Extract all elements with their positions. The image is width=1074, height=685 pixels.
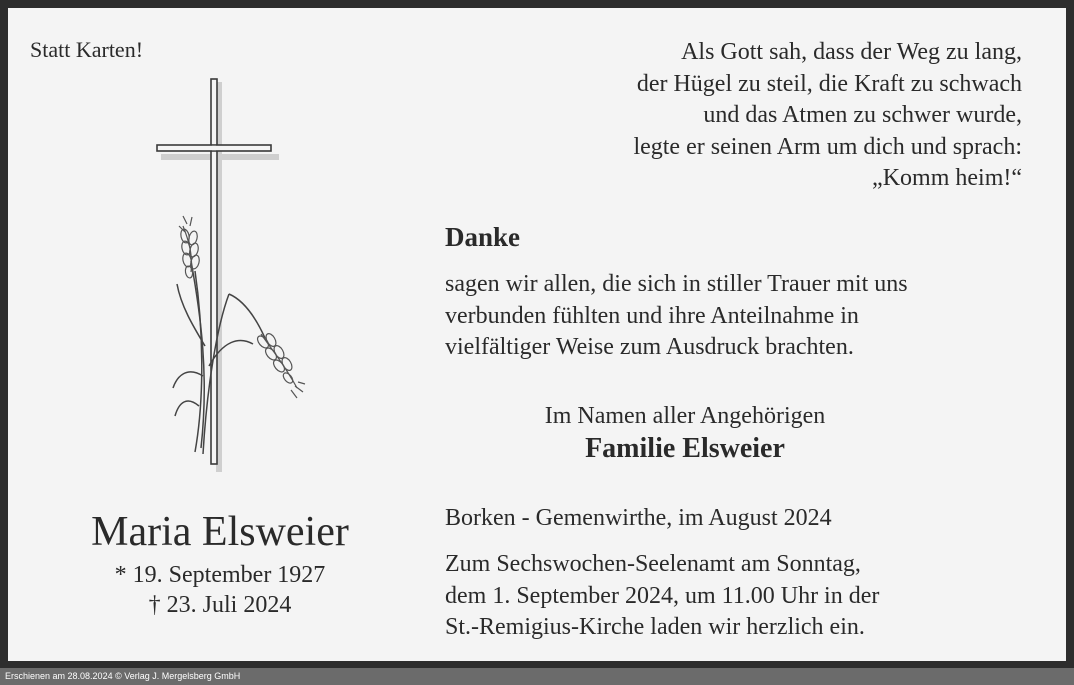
- poem-line: und das Atmen zu schwer wurde,: [703, 102, 1022, 128]
- service-line: dem 1. September 2024, um 11.00 Uhr in der: [445, 582, 880, 609]
- service-announcement: [445, 549, 879, 644]
- obituary-card: [8, 8, 1066, 661]
- poem-line: der Hügel zu steil, die Kraft zu schwach: [636, 70, 1022, 97]
- thanks-line: vielfältiger Weise zum Ausdruck brachten.: [445, 334, 854, 360]
- on-behalf-line: Im Namen aller Angehörigen: [544, 403, 826, 429]
- family-name: Familie Elsweier: [585, 433, 785, 464]
- birth-date: * 19. September 1927: [114, 562, 326, 588]
- thanks-heading: Danke: [445, 222, 521, 252]
- thanks-text: [445, 269, 908, 364]
- statt-karten-label: Statt Karten!: [30, 37, 144, 62]
- poem-line: „Komm heim!“: [872, 165, 1022, 191]
- poem-line: legte er seinen Arm um dich und sprach:: [633, 133, 1022, 160]
- poem-line: Als Gott sah, dass der Weg zu lang,: [681, 39, 1022, 65]
- place-date: Borken - Gemenwirthe, im August 2024: [445, 505, 832, 531]
- service-line: Zum Sechswochen-Seelenamt am Sonntag,: [445, 551, 861, 577]
- death-date: † 23. Juli 2024: [148, 592, 292, 618]
- poem: [633, 37, 1022, 195]
- service-line: St.-Remigius-Kirche laden wir herzlich ein.: [445, 614, 865, 640]
- thanks-line: verbunden fühlten und ihre Anteilnahme in: [445, 302, 859, 329]
- deceased-name: Maria Elsweier: [91, 509, 349, 555]
- thanks-line: sagen wir allen, die sich in stiller Trauer mit uns: [445, 271, 908, 297]
- cross-with-wheat-icon: [143, 76, 313, 476]
- publication-footer: Erschienen am 28.08.2024 © Verlag J. Mergelsberg GmbH: [0, 668, 1074, 685]
